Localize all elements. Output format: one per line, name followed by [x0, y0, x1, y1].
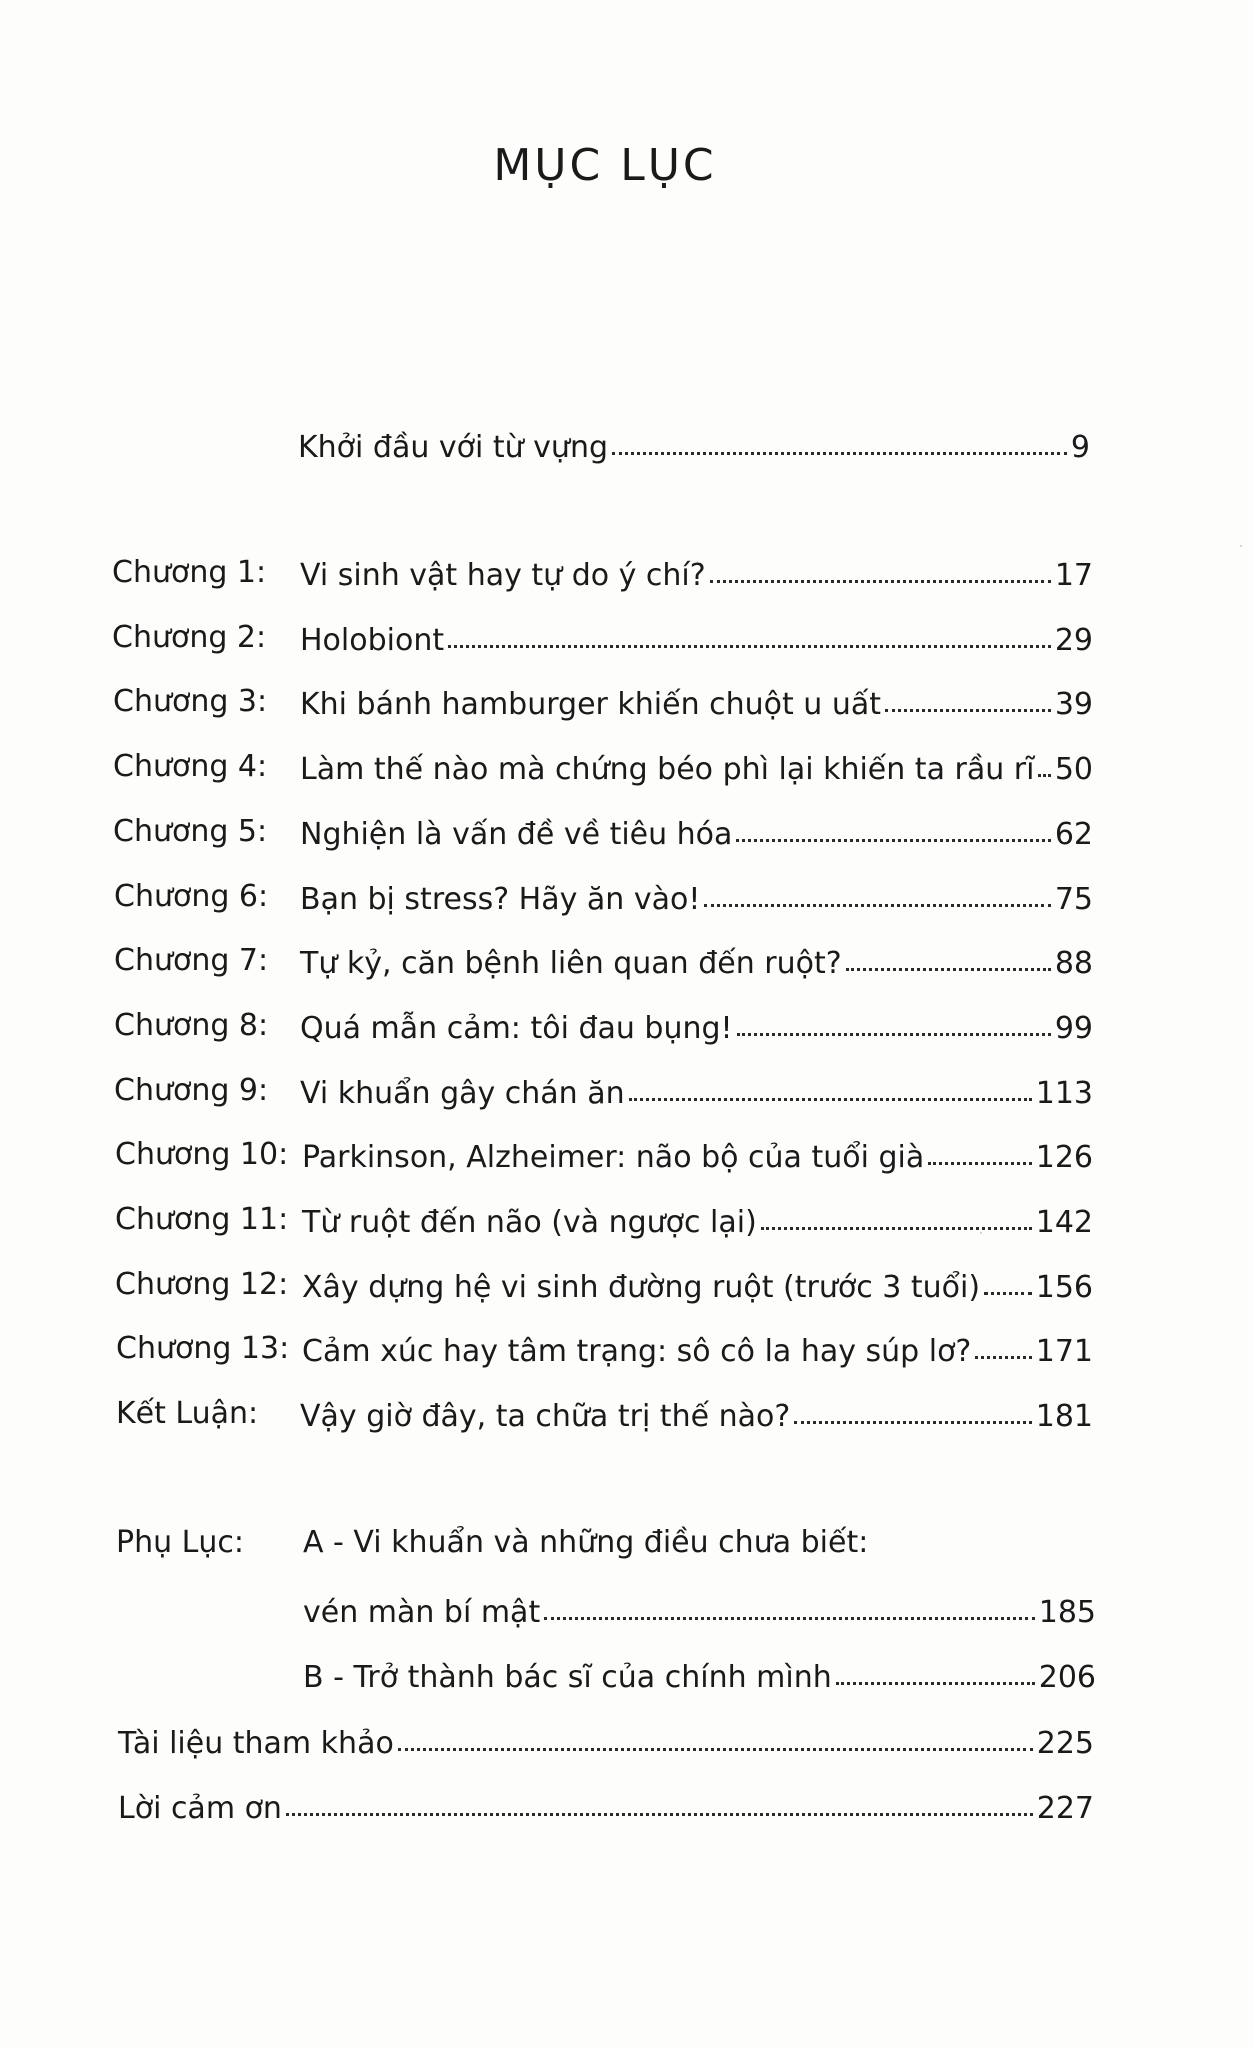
dot-leader: [286, 1813, 1033, 1816]
entry-page: 142: [1035, 1205, 1093, 1240]
dot-leader: [761, 1227, 1032, 1230]
toc-entry-appendix-a: [303, 1580, 1096, 1630]
entry-title: Cảm xúc hay tâm trạng: sô cô la hay súp lơ?: [302, 1334, 972, 1369]
chapter-label: Chương 2:: [112, 620, 267, 655]
entry-page: 113: [1035, 1076, 1093, 1111]
chapter-label: Chương 11:: [115, 1202, 289, 1237]
entry-title: Vậy giờ đây, ta chữa trị thế nào?: [300, 1399, 791, 1434]
dot-leader: [794, 1421, 1031, 1424]
chapter-label: Chương 12:: [115, 1267, 289, 1302]
entry-title: Làm thế nào mà chứng béo phì lại khiến ta rầu rĩ: [300, 752, 1035, 787]
chapter-label: Chương 5:: [113, 814, 268, 849]
toc-entry-chapter: [300, 867, 1093, 917]
entry-page: 181: [1035, 1399, 1093, 1434]
appendix-a-title: A - Vi khuẩn và những điều chưa biết:: [303, 1525, 869, 1560]
entry-page: 29: [1054, 623, 1093, 658]
dot-leader: [975, 1356, 1031, 1359]
entry-title: Lời cảm ơn: [118, 1791, 282, 1826]
entry-title: Xây dựng hệ vi sinh đường ruột (trước 3 tuổi): [302, 1270, 981, 1305]
entry-page: 75: [1054, 882, 1093, 917]
dot-leader: [398, 1748, 1033, 1751]
entry-title: Khi bánh hamburger khiến chuột u uất: [300, 687, 882, 722]
toc-entry-chapter: [300, 608, 1093, 658]
entry-title: Tài liệu tham khảo: [118, 1726, 394, 1761]
entry-page: 88: [1054, 946, 1093, 981]
entry-page: 206: [1038, 1660, 1096, 1695]
entry-page: 227: [1036, 1791, 1094, 1826]
toc-entry-chapter: [300, 802, 1093, 852]
toc-entry-thanks: [118, 1776, 1094, 1826]
entry-title: Khởi đầu với từ vựng: [298, 430, 609, 465]
chapter-label: Chương 6:: [114, 879, 269, 914]
paper-speck: [980, 1232, 982, 1234]
dot-leader: [448, 645, 1051, 648]
entry-title: Holobiont: [300, 623, 445, 658]
entry-page: 171: [1035, 1334, 1093, 1369]
entry-page: 62: [1054, 817, 1093, 852]
chapter-label: Chương 10:: [115, 1137, 289, 1172]
toc-entry-chapter: [300, 737, 1093, 787]
toc-entry-chapter: [300, 543, 1093, 593]
chapter-label: Chương 13:: [116, 1331, 290, 1366]
entry-page: 99: [1054, 1011, 1093, 1046]
dot-leader: [736, 839, 1050, 842]
chapter-label: Chương 8:: [114, 1008, 269, 1043]
dot-leader: [612, 452, 1067, 455]
entry-page: 225: [1036, 1726, 1094, 1761]
entry-title: B - Trở thành bác sĩ của chính mình: [303, 1660, 832, 1695]
toc-entry-chapter: [302, 1125, 1093, 1175]
page-title: MỤC LỤC: [493, 140, 717, 191]
toc-entry-appendix-b: [303, 1645, 1096, 1695]
entry-title: Từ ruột đến não (và ngược lại): [302, 1205, 757, 1240]
dot-leader: [928, 1162, 1032, 1165]
entry-title: Tự kỷ, căn bệnh liên quan đến ruột?: [300, 946, 842, 981]
dot-leader: [704, 904, 1050, 907]
entry-title: Nghiện là vấn đề về tiêu hóa: [300, 817, 733, 852]
entry-title: Vi khuẩn gây chán ăn: [300, 1076, 625, 1111]
toc-entry-chapter: [300, 931, 1093, 981]
dot-leader: [885, 709, 1051, 712]
toc-entry-references: [118, 1711, 1094, 1761]
chapter-label: Chương 9:: [114, 1073, 269, 1108]
dot-leader: [629, 1098, 1032, 1101]
toc-entry-chapter: [302, 1255, 1093, 1305]
entry-title: vén màn bí mật: [303, 1595, 541, 1630]
entry-page: 185: [1038, 1595, 1096, 1630]
dot-leader: [544, 1617, 1035, 1620]
entry-title: Parkinson, Alzheimer: não bộ của tuổi già: [302, 1140, 925, 1175]
entry-page: 156: [1035, 1270, 1093, 1305]
chapter-label: Chương 1:: [112, 555, 267, 590]
entry-page: 9: [1070, 430, 1090, 465]
dot-leader: [737, 1033, 1051, 1036]
entry-title: Quá mẫn cảm: tôi đau bụng!: [300, 1011, 733, 1046]
entry-page: 126: [1035, 1140, 1093, 1175]
chapter-label: Chương 4:: [113, 749, 268, 784]
chapter-label: Kết Luận:: [116, 1396, 259, 1431]
toc-entry-chapter: [300, 672, 1093, 722]
chapter-label: Chương 3:: [113, 684, 268, 719]
appendix-label: Phụ Lục:: [116, 1525, 244, 1560]
toc-entry-chapter: [300, 1384, 1093, 1434]
toc-entry-chapter: [302, 1319, 1093, 1369]
dot-leader: [710, 580, 1051, 583]
entry-page: 50: [1054, 752, 1093, 787]
dot-leader: [1038, 774, 1050, 777]
entry-title: Vi sinh vật hay tự do ý chí?: [300, 558, 706, 593]
entry-page: 17: [1054, 558, 1093, 593]
paper-speck: [1240, 545, 1242, 547]
toc-entry-chapter: [302, 1190, 1093, 1240]
entry-page: 39: [1054, 687, 1093, 722]
dot-leader: [984, 1292, 1032, 1295]
toc-entry-chapter: [300, 1061, 1093, 1111]
toc-entry-intro: [298, 415, 1090, 465]
chapter-label: Chương 7:: [114, 943, 269, 978]
entry-title: Bạn bị stress? Hãy ăn vào!: [300, 882, 701, 917]
toc-entry-chapter: [300, 996, 1093, 1046]
dot-leader: [846, 968, 1051, 971]
dot-leader: [836, 1682, 1035, 1685]
